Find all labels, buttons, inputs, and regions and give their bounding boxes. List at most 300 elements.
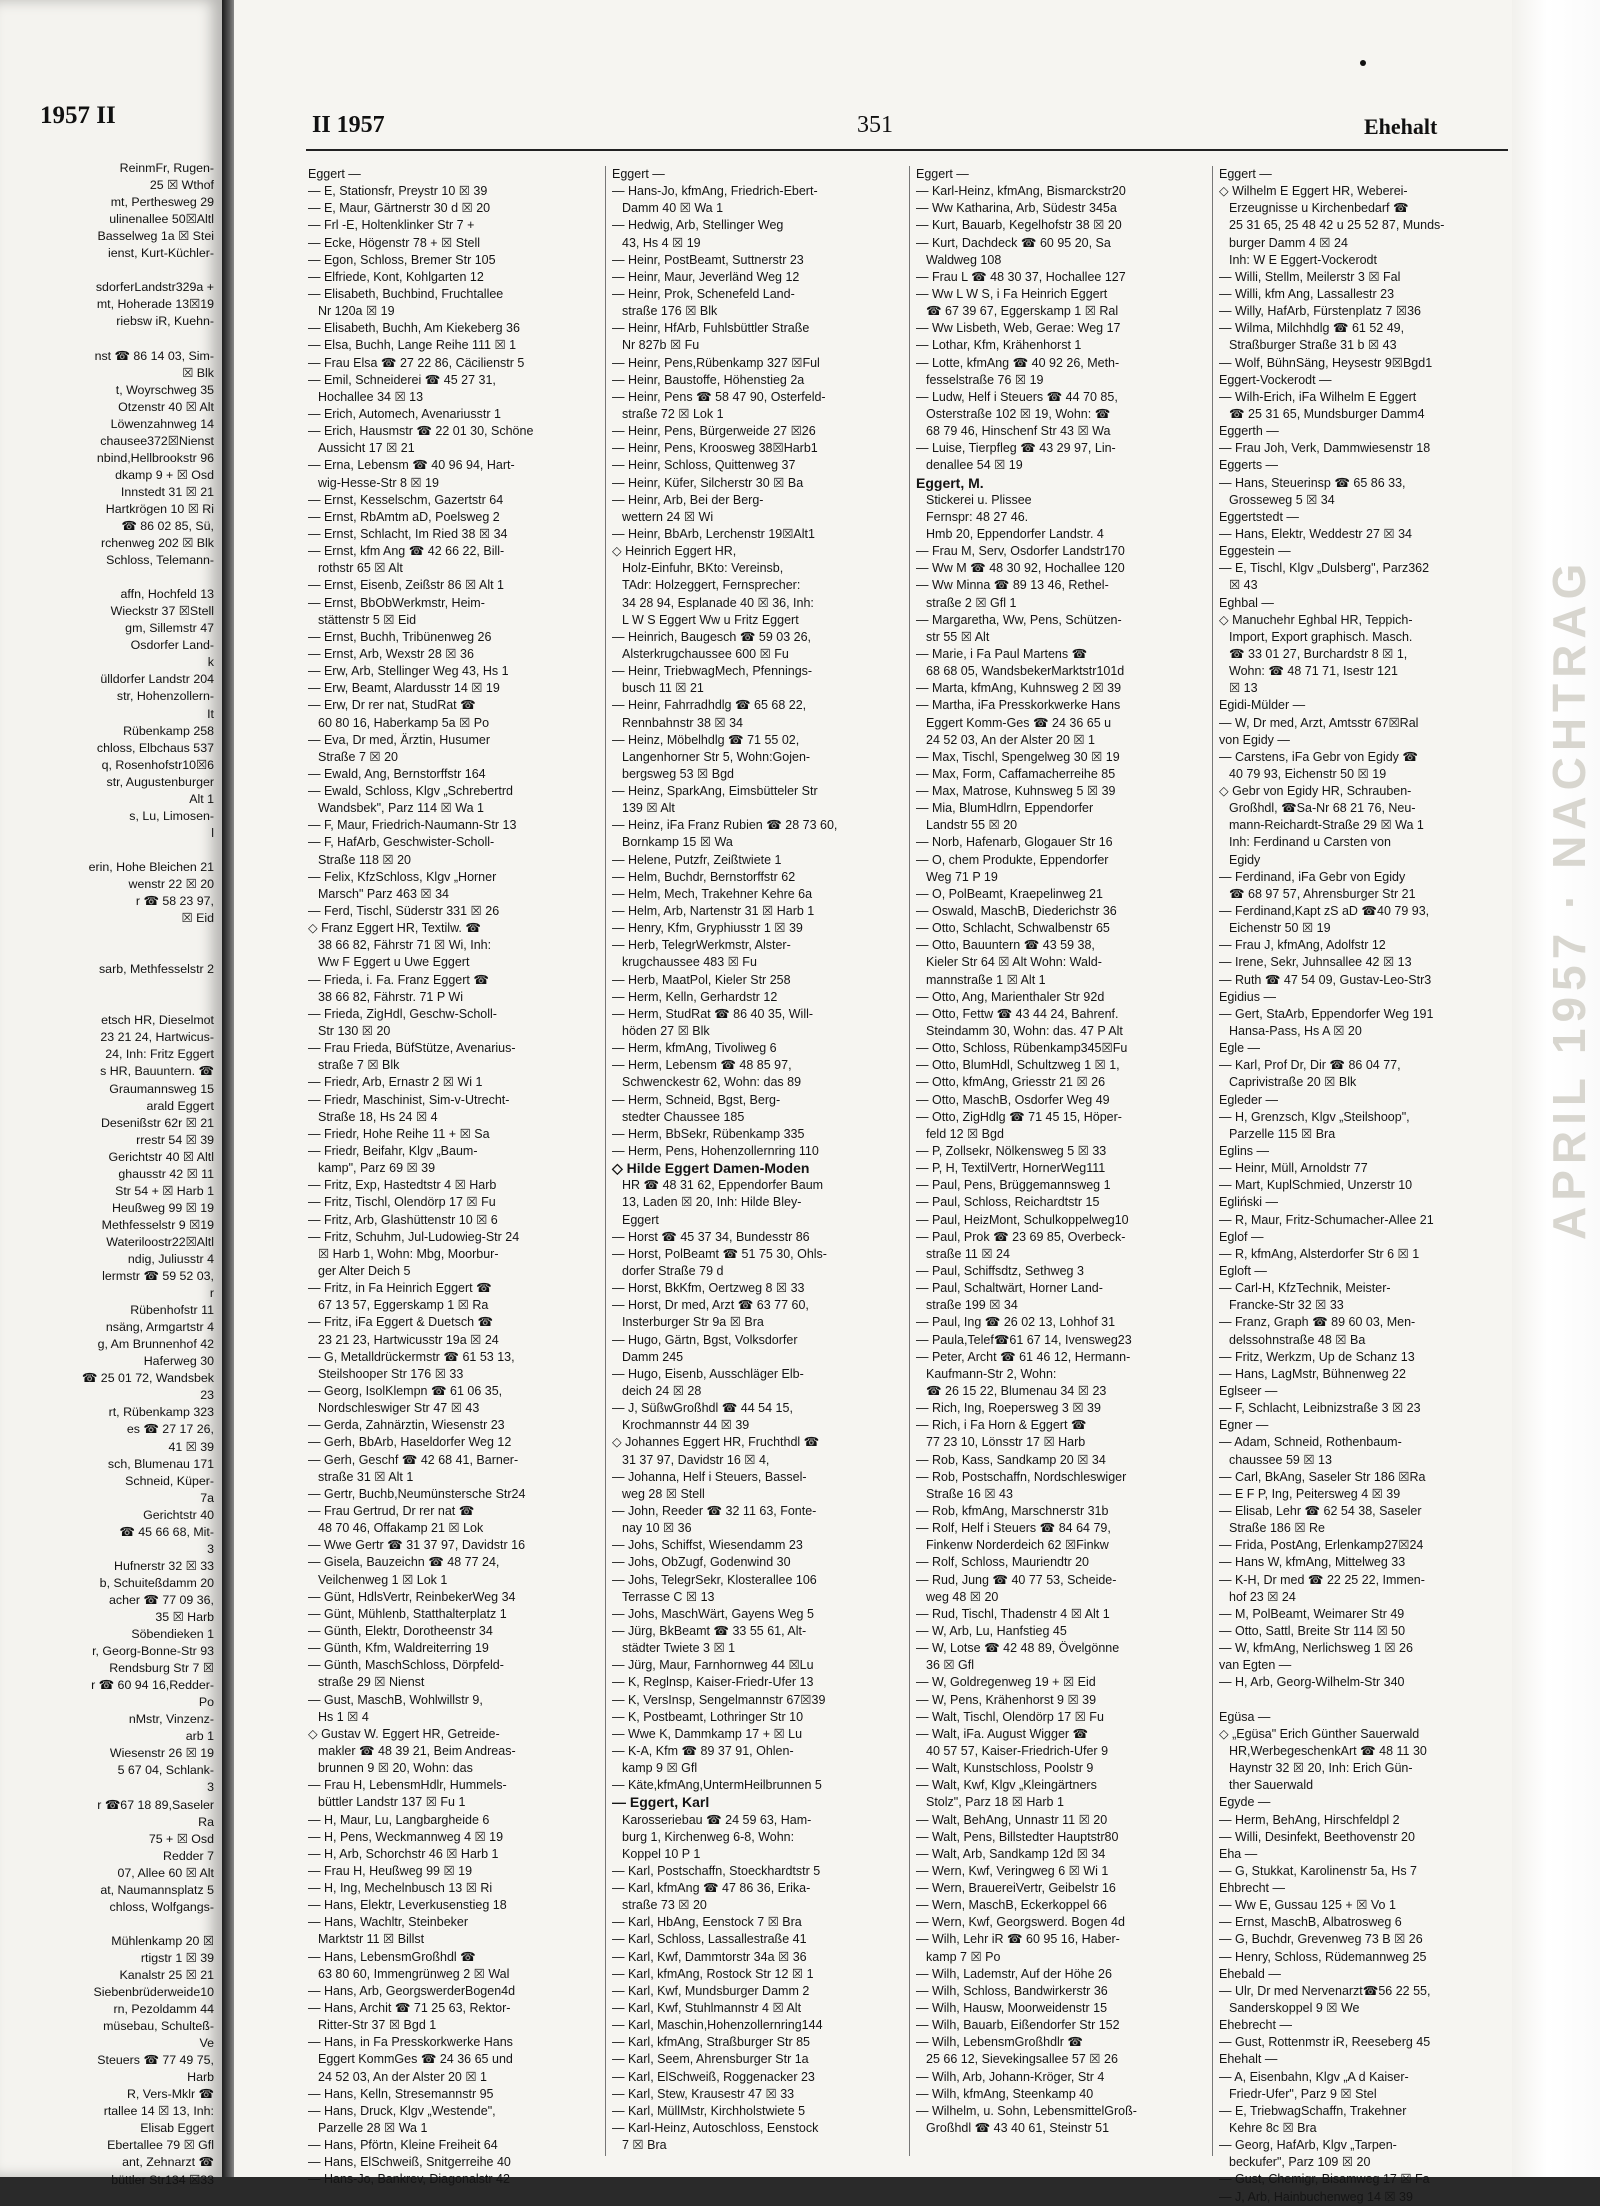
directory-entry-line: — Ww Lisbeth, Web, Gerae: Weg 17 (916, 321, 1121, 336)
directory-entry-line: — Ernst, Arb, Wexstr 28 ☒ 36 (308, 646, 474, 661)
left-page-line (0, 262, 218, 279)
header-left: II 1957 (312, 112, 385, 138)
left-page-line: 75 + ☒ Osd (148, 1831, 214, 1846)
left-page-line: Schloss, Telemann- (106, 553, 214, 568)
directory-entry-line: mannstraße 1 ☒ Alt 1 (926, 972, 1046, 987)
left-page-line: 3 (207, 1780, 214, 1795)
left-page-line: Gerichtstr 40 (143, 1507, 214, 1522)
directory-entry-line: Alsterkrugchaussee 600 ☒ Fu (622, 646, 789, 661)
directory-entry-line: — Günt, HdlsVertr, ReinbekerWeg 34 (308, 1589, 516, 1604)
directory-entry-line: Inh: Ferdinand u Carsten von (1229, 835, 1391, 850)
directory-entry-line: — Heinr, Baustoffe, Höhenstieg 2a (612, 372, 805, 387)
directory-entry-line: — Rich, Ing, Roepersweg 3 ☒ 39 (916, 1401, 1101, 1416)
left-page-line: Ra (198, 1814, 214, 1829)
directory-entry-line: brunnen 9 ☒ 20, Wohn: das (318, 1761, 473, 1776)
directory-entry-line: Rennbahnstr 38 ☒ 34 (622, 715, 744, 730)
directory-entry-line: — Heinr, Pens,Rübenkamp 327 ☒Ful (612, 355, 820, 370)
directory-entry-line: Eggert, M. (916, 474, 984, 491)
directory-entry-line: ◇ Manuchehr Eghbal HR, Teppich- (1219, 612, 1413, 627)
directory-entry-line: Krochmannstr 44 ☒ 39 (622, 1418, 750, 1433)
directory-entry-line: — E F P, Ing, Peitersweg 4 ☒ 39 (1219, 1486, 1401, 1501)
directory-entry-line: 25 31 65, 25 48 42 u 25 52 87, Munds- (1229, 218, 1445, 233)
directory-entry-line: — Hans, Archit ☎ 71 25 63, Rektor- (308, 2001, 511, 2016)
directory-entry-line: — Mia, BlumHdlrn, Eppendorfer (916, 801, 1094, 816)
directory-entry-line: Str 130 ☒ 20 (318, 1024, 391, 1039)
directory-entry-line: — H, Ing, Mechelnbusch 13 ☒ Ri (308, 1881, 493, 1896)
directory-entry-line: van Egten — (1219, 1658, 1292, 1673)
directory-entry-line: HR ☎ 48 31 62, Eppendorfer Baum (622, 1178, 824, 1193)
directory-entry-line: — E, Tischl, Klgv „Dulsberg", Parz362 (1219, 561, 1430, 576)
directory-entry-line: — Frl -E, Holtenklinker Str 7 + (308, 218, 475, 233)
directory-entry-line: — Elfriede, Kont, Kohlgarten 12 (308, 269, 484, 284)
directory-entry-line: — Frau Elsa ☎ 27 22 86, Cäcilienstr 5 (308, 355, 525, 370)
left-page-line: g, Am Brunnenhof 42 (97, 1337, 214, 1352)
directory-entry-line: — Luise, Tierpfleg ☎ 43 29 97, Lin- (916, 441, 1116, 456)
directory-entry-line: — Wilh, Bauarb, Eißendorfer Str 152 (916, 2018, 1120, 2033)
directory-entry-line: — Irene, Sekr, Juhnsallee 42 ☒ 13 (1219, 955, 1412, 970)
directory-entry-line: 67 13 57, Eggerskamp 1 ☒ Ra (318, 1298, 489, 1313)
directory-entry-line: Egloft — (1219, 1264, 1267, 1278)
left-page-line: Harb (187, 2070, 214, 2085)
directory-column-3 (916, 166, 1208, 2166)
directory-entry-line: — Hans, Steuerinsp ☎ 65 86 33, (1219, 475, 1406, 490)
directory-entry-line: Egidy (1229, 852, 1261, 867)
directory-entry-line: — Heinr, Küfer, Silcherstr 30 ☒ Ba (612, 475, 804, 490)
directory-entry-line: — Rob, Postschaffn, Nordschleswiger (916, 1469, 1127, 1484)
directory-entry-line: — Heinrich, Baugesch ☎ 59 03 26, (612, 629, 812, 644)
directory-entry-line: Eghbal — (1219, 595, 1274, 610)
left-page-line: Wiesenstr 26 ☒ 19 (109, 1746, 214, 1761)
directory-entry-line: — Hugo, Eisenb, Ausschläger Elb- (612, 1366, 804, 1381)
directory-entry-line: — Karl, Kwf, Stuhlmannstr 4 ☒ Alt (612, 2001, 802, 2016)
directory-entry-line: — Ww L W S, i Fa Heinrich Eggert (916, 286, 1108, 301)
directory-entry-line: Osterstraße 102 ☒ 19, Wohn: ☎ (926, 406, 1111, 421)
left-page-line: wenstr 22 ☒ 20 (128, 876, 214, 891)
directory-entry-line: — Heinr, Prok, Schenefeld Land- (612, 286, 795, 301)
left-page-line: Wateriloostr22☒Altl (106, 1234, 214, 1249)
directory-entry-line: — Ruth ☎ 47 54 09, Gustav-Leo-Str3 (1219, 972, 1432, 987)
directory-entry-line: — Walt, iFa. August Wigger ☎ (916, 1726, 1089, 1741)
directory-entry-line: — Otto, BlumHdl, Schultzweg 1 ☒ 1, (916, 1058, 1120, 1073)
directory-entry-line: — Margaretha, Ww, Pens, Schützen- (916, 612, 1122, 627)
directory-entry-line: Bornkamp 15 ☒ Wa (622, 835, 733, 850)
directory-entry-line: höden 27 ☒ Blk (622, 1024, 710, 1039)
directory-entry-line: — Ludw, Helf i Steuers ☎ 44 70 85, (916, 389, 1118, 404)
directory-entry-line: — Ww M ☎ 48 30 92, Hochallee 120 (916, 561, 1125, 576)
left-page-line (0, 995, 218, 1012)
directory-entry-line: — R, kfmAng, Alsterdorfer Str 6 ☒ 1 (1219, 1246, 1420, 1261)
left-page-line (0, 842, 218, 859)
directory-entry-line: Steilshooper Str 176 ☒ 33 (318, 1366, 464, 1381)
directory-entry-line: straße 7 ☒ Blk (318, 1058, 400, 1073)
directory-entry-line: — Friedr, Hohe Reihe 11 + ☒ Sa (308, 1126, 490, 1141)
directory-entry-line: — Heinr, Pens ☎ 58 47 90, Osterfeld- (612, 389, 826, 404)
directory-entry-line: 7 ☒ Bra (622, 2138, 667, 2153)
directory-entry-line: Eggerth — (1219, 424, 1279, 439)
directory-entry-line: Egüsa — (1219, 1709, 1271, 1724)
directory-entry-line: — Max, Matrose, Kuhnsweg 5 ☒ 39 (916, 784, 1116, 799)
directory-entry-line: Eggert KommGes ☎ 24 36 65 und (318, 2052, 513, 2067)
directory-entry-line: — Herm, BehAng, Hirschfeldpl 2 (1219, 1812, 1400, 1827)
faded-stamp: APRIL 1957 · NACHTRAG (1543, 557, 1595, 1240)
directory-entry-line: Eggert-Vockerodt — (1219, 372, 1332, 387)
directory-entry-line: Hmb 20, Eppendorfer Landstr. 4 (926, 526, 1104, 541)
left-page-header: 1957 II (40, 102, 116, 129)
directory-entry-line: — Wilh, Lehr iR ☎ 60 95 16, Haber- (916, 1932, 1120, 1947)
column-divider (605, 166, 606, 2156)
directory-entry-line: — Herm, StudRat ☎ 86 40 35, Will- (612, 1006, 814, 1021)
directory-entry-line: — Gerh, BbArb, Haseldorfer Weg 12 (308, 1435, 512, 1450)
directory-entry-line: — Karl-Heinz, Autoschloss, Eenstock (612, 2121, 819, 2136)
directory-entry-line: straße 2 ☒ Gfl 1 (926, 595, 1017, 610)
directory-entry-line: — Walt, Pens, Billstedter Hauptstr80 (916, 1829, 1119, 1844)
directory-entry-line: Aussicht 17 ☒ 21 (318, 441, 415, 456)
left-page-line: Wieckstr 37 ☒Stell (110, 604, 214, 619)
directory-entry-line: — Fritz, iFa Eggert & Duetsch ☎ (308, 1315, 494, 1330)
directory-entry-line: — Erw, Beamt, Alardusstr 14 ☒ 19 (308, 681, 500, 696)
directory-entry-line: büttler Landstr 137 ☒ Fu 1 (318, 1795, 466, 1810)
left-page-line: 5 67 04, Schlank- (117, 1763, 214, 1778)
directory-entry-line: — Hans, Elektr, Weddestr 27 ☒ 34 (1219, 526, 1413, 541)
directory-entry-line: 24 52 03, An der Alster 20 ☒ 1 (318, 2069, 487, 2084)
directory-entry-line: — Paul, Schloss, Reichardtstr 15 (916, 1195, 1100, 1210)
directory-entry-line: ☎ 25 31 65, Mundsburger Damm4 (1229, 406, 1425, 421)
directory-entry-line: — Elisabeth, Buchh, Am Kiekeberg 36 (308, 321, 520, 336)
directory-entry-line: — Hans, ElSchweiß, Snitgerreihe 40 (308, 2155, 511, 2170)
directory-entry-line: Nordschleswiger Str 47 ☒ 43 (318, 1401, 480, 1416)
left-page-line: q, Rosenhofstr10☒6 (101, 757, 214, 772)
left-page-line: ulinenallee 50☒Altl (109, 212, 214, 227)
directory-entry-line: — Emil, Schneiderei ☎ 45 27 31, (308, 372, 496, 387)
directory-entry-line: Kieler Str 64 ☒ Alt Wohn: Wald- (926, 955, 1102, 970)
directory-entry-line: — Otto, Ang, Marienthaler Str 92d (916, 989, 1105, 1004)
directory-entry-line: Nr 827b ☒ Fu (622, 338, 700, 353)
directory-entry-line: 31 37 97, Davidstr 16 ☒ 4, (622, 1452, 770, 1467)
directory-entry-line: — Walt, Tischl, Olendörp 17 ☒ Fu (916, 1709, 1104, 1724)
left-page-line: Redder 7 (163, 1848, 214, 1863)
directory-entry-line: Schwenckestr 62, Wohn: das 89 (622, 1075, 802, 1090)
directory-entry-line: — Hans, Arb, GeorgswerderBogen4d (308, 1983, 516, 1998)
directory-entry-line: — Hans, LagMstr, Bühnenweg 22 (1219, 1366, 1406, 1381)
directory-entry-line: Eggert — (612, 167, 665, 181)
directory-entry-line: — W, Dr med, Arzt, Amtsstr 67☒Ral (1219, 715, 1419, 730)
directory-entry-line: — Heinr, Maur, Jeverländ Weg 12 (612, 269, 800, 284)
left-page (0, 0, 222, 2187)
directory-entry-line: von Egidy — (1219, 732, 1290, 747)
directory-entry-line: — Karl, Prof Dr, Dir ☎ 86 04 77, (1219, 1058, 1401, 1073)
left-page-line (0, 978, 218, 995)
directory-entry-line: — Jürg, Maur, Farnhornweg 44 ☒Lu (612, 1658, 814, 1673)
left-page-line: lermstr ☎ 59 52 03, (102, 1269, 214, 1284)
left-page-line: nbind,Hellbrookstr 96 (96, 450, 214, 465)
left-page-line: str, Hohenzollern- (116, 689, 214, 704)
directory-entry-line: — Hedwig, Arb, Stellinger Weg (612, 218, 784, 233)
directory-entry-line: städter Twiete 3 ☒ 1 (622, 1641, 736, 1656)
directory-entry-line: — Hans-Jo, Bankrev, Diagonalstr 42 (308, 2172, 510, 2187)
left-page-line: mt, Perthesweg 29 (110, 195, 214, 210)
directory-entry-line: Koppel 10 P 1 (622, 1846, 701, 1861)
directory-entry-line: — W, Pens, Krähenhorst 9 ☒ 39 (916, 1692, 1097, 1707)
left-page-line: Steuers ☎ 77 49 75, (97, 2053, 214, 2068)
left-page-line: Hufnerstr 32 ☒ 33 (114, 1558, 214, 1573)
directory-entry-line: beckufer", Parz 109 ☒ 20 (1229, 2155, 1371, 2170)
directory-entry-line: straße 29 ☒ Nienst (318, 1675, 425, 1690)
directory-entry-line: Damm 40 ☒ Wa 1 (622, 201, 724, 216)
directory-entry-line: Ehehalt — (1219, 2052, 1278, 2067)
directory-entry-line: nay 10 ☒ 36 (622, 1521, 692, 1536)
left-page-line: Siebenbrüderweide10 (93, 1985, 214, 2000)
directory-entry-line: ☎ 67 39 67, Eggerskamp 1 ☒ Ral (926, 304, 1119, 319)
directory-entry-line: — Erich, Hausmstr ☎ 22 01 30, Schöne (308, 424, 534, 439)
directory-entry-line: — Karl, kfmAng, Rostock Str 12 ☒ 1 (612, 1966, 814, 1981)
directory-entry-line: — Paul, Prok ☎ 23 69 85, Overbeck- (916, 1229, 1126, 1244)
directory-entry-line: — Hans, Druck, Klgv „Westende", (308, 2103, 496, 2118)
left-page-line: r ☎67 18 89,Saseler (97, 1797, 214, 1812)
directory-entry-line: — Elisab, Lehr ☎ 62 54 38, Saseler (1219, 1503, 1422, 1518)
directory-entry-line: — Helm, Arb, Nartenstr 31 ☒ Harb 1 (612, 904, 815, 919)
directory-entry-line: — Erw, Dr rer nat, StudRat ☎ (308, 698, 476, 713)
directory-entry-line: — W, kfmAng, Nerlichsweg 1 ☒ 26 (1219, 1641, 1413, 1656)
directory-entry-line: — E, TriebwagSchaffn, Trakehner (1219, 2103, 1407, 2118)
directory-entry-line: — Heinr, HfArb, Fuhlsbüttler Straße (612, 321, 810, 336)
header-rule (306, 149, 1508, 151)
directory-entry-line: — Johanna, Helf i Steuers, Bassel- (612, 1469, 807, 1484)
directory-entry-line: kamp", Parz 69 ☒ 39 (318, 1161, 436, 1176)
directory-entry-line: Langenhorner Str 5, Wohn:Gojen- (622, 749, 811, 764)
left-page-line: gm, Sillemstr 47 (125, 621, 214, 636)
left-page-line: ☎ 25 01 72, Wandsbek (81, 1371, 214, 1386)
left-page-line: affn, Hochfeld 13 (120, 587, 214, 602)
directory-entry-line: — Horst, PolBeamt ☎ 51 75 30, Ohls- (612, 1246, 827, 1261)
directory-entry-line: Eglins — (1219, 1144, 1270, 1159)
directory-entry-line: — G, Stukkat, Karolinenstr 5a, Hs 7 (1219, 1863, 1417, 1878)
directory-entry-line: Eggert — (1219, 167, 1272, 181)
left-page-line: r, Georg-Bonne-Str 93 (92, 1644, 214, 1659)
left-page-line (0, 944, 218, 961)
directory-entry-line: Eggestein — (1219, 544, 1291, 559)
directory-entry-line: — Wilh, LebensmGroßhdlr ☎ (916, 2035, 1084, 2050)
directory-entry-line: — G, Metalldrückermstr ☎ 61 53 13, (308, 1349, 515, 1364)
left-page-line: Graumannsweg 15 (109, 1081, 214, 1096)
directory-entry-line: — Martha, iFa Presskorkwerke Hans (916, 698, 1121, 713)
directory-entry-line: krugchaussee 483 ☒ Fu (622, 955, 757, 970)
left-page-line: 7a (200, 1490, 214, 1505)
directory-entry-line: 40 57 57, Kaiser-Friedrich-Ufer 9 (926, 1743, 1109, 1758)
directory-entry-line: Caprivistraße 20 ☒ Blk (1229, 1075, 1357, 1090)
directory-entry-line: — Gerda, Zahnärztin, Wiesenstr 23 (308, 1418, 505, 1433)
directory-entry-line: Straße 18, Hs 24 ☒ 4 (318, 1109, 438, 1124)
directory-entry-line: — Herm, Kelln, Gerhardstr 12 (612, 989, 778, 1004)
directory-entry-line: straße 176 ☒ Blk (622, 304, 718, 319)
directory-entry-line: weg 28 ☒ Stell (622, 1486, 705, 1501)
directory-entry-line: — Rolf, Helf i Steuers ☎ 84 64 79, (916, 1521, 1111, 1536)
directory-entry-line: 68 79 46, Hinschenf Str 43 ☒ Wa (926, 424, 1111, 439)
left-page-line: k (207, 655, 214, 670)
directory-entry-line: — Horst ☎ 45 37 34, Bundesstr 86 (612, 1229, 810, 1244)
left-page-line: R, Vers-Mklr ☎ (126, 2087, 214, 2102)
left-page-line: r ☎ 60 94 16,Redder- (91, 1678, 214, 1693)
directory-entry-line: Straße 7 ☒ 20 (318, 749, 398, 764)
directory-entry-line: stättenstr 5 ☒ Eid (318, 612, 417, 627)
left-page-line: ghausstr 42 ☒ 11 (118, 1166, 214, 1181)
directory-entry-line: — Erich, Automech, Avenariusstr 1 (308, 406, 501, 421)
directory-entry-line: Kaufmann-Str 2, Wohn: (926, 1366, 1057, 1381)
left-page-line: ienst, Kurt-Küchler- (107, 246, 214, 261)
directory-entry-line: Parzelle 28 ☒ Wa 1 (318, 2121, 428, 2136)
directory-entry-line: — Otto, Schloss, Rübenkamp345☒Fu (916, 1041, 1128, 1056)
directory-entry-line: — Paul, Schiffsdtz, Sethweg 3 (916, 1264, 1084, 1278)
left-page-line: ☎ 45 66 68, Mit- (119, 1524, 214, 1539)
directory-entry-line: — Walt, Kunstschloss, Poolstr 9 (916, 1761, 1094, 1776)
directory-entry-line: fesselstraße 76 ☒ 19 (926, 372, 1044, 387)
directory-entry-line: — Gust, Chemigr, Bisamweg 17 ☒ Fa (1219, 2172, 1430, 2187)
directory-entry-line: — Ernst, Schlacht, Im Ried 38 ☒ 34 (308, 526, 508, 541)
directory-entry-line: — Wilh, Schloss, Bandwirkerstr 36 (916, 1983, 1108, 1998)
directory-entry-line: Holz-Einfuhr, BKto: Vereinsb, (622, 561, 784, 576)
directory-entry-line: — K, Postbeamt, Lothringer Str 10 (612, 1709, 804, 1724)
directory-entry-line: — Otto, Fettw ☎ 43 44 24, Bahrenf. (916, 1006, 1119, 1021)
directory-entry-line: — Frau H, LebensmHdlr, Hummels- (308, 1778, 507, 1793)
directory-entry-line: — Heinr, Pens, Bürgerweide 27 ☒26 (612, 424, 816, 439)
directory-entry-line: Waldweg 108 (926, 252, 1002, 267)
directory-entry-line: — Carstens, iFa Gebr von Egidy ☎ (1219, 749, 1418, 764)
left-page-line: Söbendieken 1 (131, 1627, 214, 1642)
left-page-line: r ☎ 58 23 97, (135, 894, 214, 909)
directory-entry-line: rothstr 65 ☒ Alt (318, 561, 403, 576)
left-page-line (0, 1916, 218, 1933)
directory-entry-line: ◇ „Egüsa" Erich Günther Sauerwald (1219, 1726, 1420, 1741)
directory-entry-line: — Paul, Pens, Brüggemannsweg 1 (916, 1178, 1111, 1193)
directory-entry-line: — Marta, kfmAng, Kuhnsweg 2 ☒ 39 (916, 681, 1122, 696)
directory-entry-line: — Johs, MaschWärt, Gayens Weg 5 (612, 1606, 814, 1621)
directory-entry-line: — Herm, Pens, Hohenzollernring 110 (612, 1144, 819, 1159)
directory-entry-line: — Ernst, kfm Ang ☎ 42 66 22, Bill- (308, 544, 505, 559)
directory-entry-line: — Ewald, Ang, Bernstorffstr 164 (308, 766, 486, 781)
directory-entry-line: — Horst, Dr med, Arzt ☎ 63 77 60, (612, 1298, 809, 1313)
directory-entry-line: — Otto, Schlacht, Schwalbenstr 65 (916, 921, 1110, 936)
directory-entry-line: — M, PolBeamt, Weimarer Str 49 (1219, 1606, 1405, 1621)
ink-dot (1360, 60, 1366, 66)
directory-entry-line: Egle — (1219, 1041, 1260, 1056)
directory-entry-line: 13, Laden ☒ 20, Inh: Hilde Bley- (622, 1195, 802, 1210)
directory-entry-line: — Gertr, Buchb,Neumünsterschе Str24 (308, 1486, 526, 1501)
directory-entry-line: Stickerei u. Plissee (926, 492, 1032, 507)
directory-entry-line: ◇ Hilde Eggert Damen-Moden (612, 1160, 810, 1177)
directory-entry-line: Inh: W E Eggert-Vockerodt (1229, 252, 1377, 267)
directory-entry-line: — Jürg, BkBeamt ☎ 33 55 61, Alt- (612, 1623, 807, 1638)
left-page-line: etsch HR, Dieselmot (101, 1013, 214, 1028)
directory-entry-line: — Karl, Kwf, Dammtorstr 34a ☒ 36 (612, 1949, 807, 1964)
directory-entry-line: — Käte,kfmAng,UntermHeilbrunnen 5 (612, 1778, 822, 1793)
directory-entry-line: ◇ Gebr von Egidy HR, Schrauben- (1219, 784, 1412, 799)
directory-entry-line: — E, Stationsfr, Preystr 10 ☒ 39 (308, 184, 488, 199)
left-page-line: 35 ☒ Harb (155, 1609, 214, 1624)
directory-entry-line: — Norb, Hafenarb, Glogauer Str 16 (916, 835, 1113, 850)
directory-entry-line: — Franz, Graph ☎ 89 60 03, Men- (1219, 1315, 1416, 1330)
directory-entry-line: — Walt, Arb, Sandkamp 12d ☒ 34 (916, 1846, 1106, 1861)
directory-entry-line: — Hans, Pförtn, Kleine Freiheit 64 (308, 2138, 498, 2153)
directory-entry-line: — W, Arb, Lu, Hanfstieg 45 (916, 1623, 1067, 1638)
left-page-line: chausee372☒Nienst (100, 433, 214, 448)
directory-entry-line: ☎ 33 01 27, Burchardstr 8 ☒ 1, (1229, 646, 1408, 661)
directory-entry-line: 77 23 10, Lönsstr 17 ☒ Harb (926, 1435, 1086, 1450)
directory-entry-line: — Hans W, kfmAng, Mittelweg 33 (1219, 1555, 1406, 1570)
directory-entry-line: 63 80 60, Immengrünweg 2 ☒ Wal (318, 1966, 510, 1981)
left-page-line: Basselweg 1a ☒ Stei (97, 229, 214, 244)
directory-entry-line: — Fritz, Exp, Hastedtstr 4 ☒ Harb (308, 1178, 497, 1193)
directory-entry-line: mann-Reichardt-Straße 29 ☒ Wa 1 (1229, 818, 1424, 833)
directory-entry-line: Großhdl, ☎Sa-Nr 68 21 76, Neu- (1229, 801, 1416, 816)
left-page-line: 23 (200, 1388, 214, 1403)
directory-entry-line: ☎ 68 97 57, Ahrensburger Str 21 (1229, 886, 1416, 901)
directory-entry-line: Eggerts — (1219, 458, 1279, 473)
directory-entry-line: Ehebald — (1219, 1966, 1281, 1981)
directory-entry-line: — K, Reglnsp, Kaiser-Friedr-Ufer 13 (612, 1675, 814, 1690)
directory-entry-line: — K-A, Kfm ☎ 89 37 91, Ohlen- (612, 1743, 794, 1758)
left-page-line: ☎ 86 02 85, Sü, (121, 518, 214, 533)
directory-entry-line: Nr 120a ☒ 19 (318, 304, 395, 319)
directory-entry-line: ◇ Heinrich Eggert HR, (612, 544, 737, 559)
directory-entry-line: — Ww E, Gussau 125 + ☒ Vo 1 (1219, 1898, 1396, 1913)
directory-entry-line: — Gert, StaArb, Eppendorfer Weg 191 (1219, 1006, 1434, 1021)
directory-entry-line: — Wilh-Erich, iFa Wilhelm E Eggert (1219, 389, 1417, 404)
directory-entry-line: Hs 1 ☒ 4 (318, 1709, 369, 1724)
directory-entry-line: — A, Eisenbahn, Klgv „A d Kaiser- (1219, 2069, 1409, 2084)
directory-entry-line: — Günth, Elektr, Dorotheenstr 34 (308, 1623, 493, 1638)
directory-entry-line: — Otto, Sattl, Breite Str 114 ☒ 50 (1219, 1623, 1406, 1638)
directory-entry-line: — H, Pens, Weckmannweg 4 ☒ 19 (308, 1829, 504, 1844)
directory-entry-line: — Ernst, Eisenb, Zeißstr 86 ☒ Alt 1 (308, 578, 504, 593)
left-page-line: s, Lu, Limosen- (129, 808, 214, 823)
directory-entry-line: — Frau H, Heußweg 99 ☒ 19 (308, 1863, 473, 1878)
directory-entry-line: Straße 118 ☒ 20 (318, 852, 411, 867)
directory-entry-line: — Hugo, Gärtn, Bgst, Volksdorfer (612, 1332, 798, 1347)
directory-entry-line: — Herm, kfmAng, Tivoliweg 6 (612, 1041, 777, 1056)
directory-entry-line: Eggert (622, 1212, 659, 1227)
directory-entry-line: — Frau Joh, Verk, Dammwiesenstr 18 (1219, 441, 1431, 456)
directory-entry-line: — Otto, ZigHdlg ☎ 71 45 15, Höper- (916, 1109, 1122, 1124)
left-page-line: ReinmFr, Rugen- (119, 161, 214, 175)
directory-entry-line: — P, H, TextilVertr, HornerWeg111 (916, 1161, 1106, 1176)
directory-entry-line: Parzelle 115 ☒ Bra (1229, 1126, 1336, 1141)
directory-entry-line: burger Damm 4 ☒ 24 (1229, 235, 1348, 250)
directory-entry-line: — Mart, KuplSchmied, Unzerstr 10 (1219, 1178, 1413, 1193)
directory-entry-line: — Günth, MaschSchloss, Dörpfeld- (308, 1658, 504, 1673)
directory-entry-line: Eggert Komm-Ges ☎ 24 36 65 u (926, 715, 1112, 730)
directory-entry-line: Marktstr 11 ☒ Billst (318, 1932, 425, 1947)
directory-entry-line: Karosseriebau ☎ 24 59 63, Ham- (622, 1812, 812, 1827)
directory-entry-line: wig-Hesse-Str 8 ☒ 19 (318, 475, 439, 490)
directory-entry-line: dorfer Straße 79 d (622, 1264, 724, 1278)
directory-entry-line: Egner — (1219, 1418, 1269, 1433)
directory-entry-line: ◇ Franz Eggert HR, Textilw. ☎ (308, 921, 481, 936)
directory-entry-line: — Rud, Tischl, Thadenstr 4 ☒ Alt 1 (916, 1606, 1110, 1621)
left-page-line: Gerichtstr 40 ☒ Altl (108, 1149, 214, 1164)
directory-entry-line: — Henry, Kfm, Gryphiusstr 1 ☒ 39 (612, 921, 803, 936)
right-page (234, 0, 1600, 2204)
directory-entry-line: deich 24 ☒ 28 (622, 1383, 702, 1398)
directory-entry-line: straße 199 ☒ 34 (926, 1298, 1018, 1313)
directory-entry-line: — Ferdinand,Kapt zS aD ☎40 79 93, (1219, 904, 1430, 919)
directory-entry-line: — Heinz, SparkAng, Eimsbütteler Str (612, 784, 818, 799)
left-page-line: s HR, Bauuntern. ☎ (100, 1064, 214, 1079)
directory-entry-line: Straßburger Straße 31 b ☒ 43 (1229, 338, 1397, 353)
directory-entry-line: — Hans, LebensmGroßhdl ☎ (308, 1949, 476, 1964)
left-page-line: rt, Rübenkamp 323 (108, 1405, 214, 1420)
directory-entry-line: — Rob, Kass, Sandkamp 20 ☒ 34 (916, 1452, 1106, 1467)
directory-entry-line: — Horst, BkKfm, Oertzweg 8 ☒ 33 (612, 1281, 805, 1296)
directory-entry-line: Großhdl ☎ 43 40 61, Steinstr 51 (926, 2121, 1110, 2136)
